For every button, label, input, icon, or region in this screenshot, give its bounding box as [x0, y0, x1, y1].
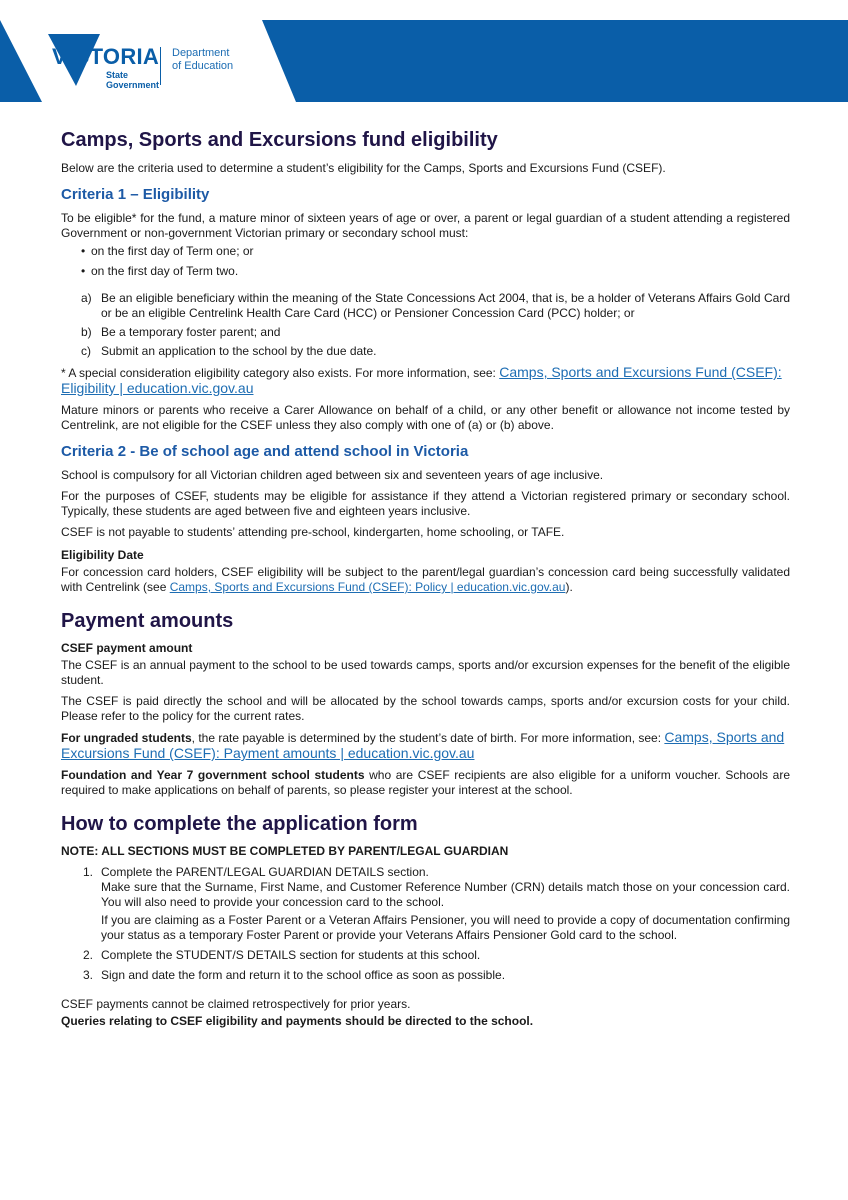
criteria2-p1: School is compulsory for all Victorian children aged between six and seventeen years of age inclusive.: [61, 468, 604, 482]
criteria1-lead: To be eligible* for the fund, a mature minor of sixteen years of age or over, a parent or legal guardian of a student attending a registered Government or non-government Victorian primary or secondary school must:: [61, 211, 790, 240]
mature-minor-note: Mature minors or parents who receive a Carer Allowance on behalf of a child, or any other benefit or allowance not income tested by Centrelink, are not eligible for the CSEF unless they also comply with one of (a) or (b) above.: [61, 403, 790, 432]
foundation-note: Foundation and Year 7 government school students who are CSEF recipients are also eligible for a uniform voucher. Schools are required to make applications on behalf of parents, so please register your interest at the school.: [61, 768, 790, 797]
howto-note: NOTE: ALL SECTIONS MUST BE COMPLETED BY PARENT/LEGAL GUARDIAN: [61, 844, 509, 858]
criteria2-heading: Criteria 2 - Be of school age and attend school in Victoria: [61, 443, 469, 460]
eligibility-link[interactable]: Camps, Sports and Excursions Fund (CSEF): Eligibility | education.vic.gov.au: [61, 364, 782, 396]
department-name: Department of Education: [172, 47, 234, 72]
list-item: a) Be an eligible beneficiary within the meaning of the State Concessions Act 2004, that is, be a holder of Veterans Affairs Gold Card or be an eligible Centrelink Health Care Card (HCC) or Pensioner Concession Card (PCC) holder; or: [81, 291, 790, 320]
step-item: 2. Complete the STUDENT/S DETAILS section for students at this school.: [83, 948, 481, 962]
bullet-item: • on the first day of Term one; or: [81, 244, 790, 259]
page-title: Camps, Sports and Excursions fund eligibility: [61, 129, 498, 151]
logo-divider: [160, 47, 161, 85]
step-item: 1. Complete the PARENT/LEGAL GUARDIAN DETAILS section. Make sure that the Surname, First Name, and Customer Reference Number (CRN) details match those on your concession card. You will also need to provide your concession card to the school. If you are claiming as a Foster Parent or a Veteran Affairs Pensioner, you will need to provide a copy of documentation confirming your status as a temporary Foster Parent or provide your Veterans Affairs Pensioner Gold card to the school.: [83, 865, 790, 942]
howto-steps: [61, 865, 790, 983]
term-bullets: [61, 244, 790, 279]
payment-subheading: CSEF payment amount: [61, 641, 193, 655]
list-item: b) Be a temporary foster parent; and: [81, 325, 281, 339]
payment-p2: The CSEF is paid directly the school and will be allocated by the school towards camps, sports and/or excursion costs for your child. Please refer to the policy for the current rates.: [61, 694, 790, 723]
special-consideration-note: * A special consideration eligibility category also exists. For more information, see: Camps, Sports and Excursions Fund (CSEF): Eligibility | education.vic.gov.au: [61, 364, 782, 396]
payment-p1: The CSEF is an annual payment to the school to be used towards camps, sports and/or excursion expenses for the benefit of the eligible student.: [61, 658, 790, 687]
retrospective-note: CSEF payments cannot be claimed retrospectively for prior years.: [61, 997, 411, 1011]
ungraded-note: For ungraded students, the rate payable is determined by the student’s date of birth. For more information, see: Camps, Sports and Excursions Fund (CSEF): Payment amounts | education.vic.gov.au: [61, 729, 785, 761]
criteria2-p2: For the purposes of CSEF, students may be eligible for assistance if they attend a Victorian registered primary or secondary school. Typically, these students are aged between five and eighteen years inclusive.: [61, 489, 790, 518]
eligibility-date-heading: Eligibility Date: [61, 548, 144, 562]
howto-heading: How to complete the application form: [61, 813, 418, 835]
document-body: [61, 128, 790, 1035]
policy-link[interactable]: Camps, Sports and Excursions Fund (CSEF): Policy | education.vic.gov.au: [169, 580, 566, 594]
payment-amounts-link[interactable]: Camps, Sports and Excursions Fund (CSEF): Payment amounts | education.vic.gov.au: [61, 729, 785, 761]
eligibility-date-text: For concession card holders, CSEF eligibility will be subject to the parent/legal guardian’s concession card being successfully validated with Centrelink (see Camps, Sports and Excursions Fund (CSEF): Policy | education.vic.gov.au).: [61, 565, 790, 594]
criteria2-p3: CSEF is not payable to students’ attending pre-school, kindergarten, home schooling, or TAFE.: [61, 525, 565, 539]
list-item: c) Submit an application to the school by the due date.: [81, 344, 377, 358]
logo-sub: State Government: [106, 70, 160, 90]
intro-text: Below are the criteria used to determine a student’s eligibility for the Camps, Sports and Excursions Fund (CSEF).: [61, 161, 666, 175]
payment-heading: Payment amounts: [61, 610, 234, 632]
logo-word: VICTORIA: [52, 44, 160, 69]
bullet-item: • on the first day of Term two.: [81, 264, 790, 279]
step-item: 3. Sign and date the form and return it to the school office as soon as possible.: [83, 968, 506, 982]
queries-note: Queries relating to CSEF eligibility and payments should be directed to the school.: [61, 1014, 534, 1028]
criteria1-heading: Criteria 1 – Eligibility: [61, 186, 210, 203]
criteria1-list: [61, 291, 790, 359]
